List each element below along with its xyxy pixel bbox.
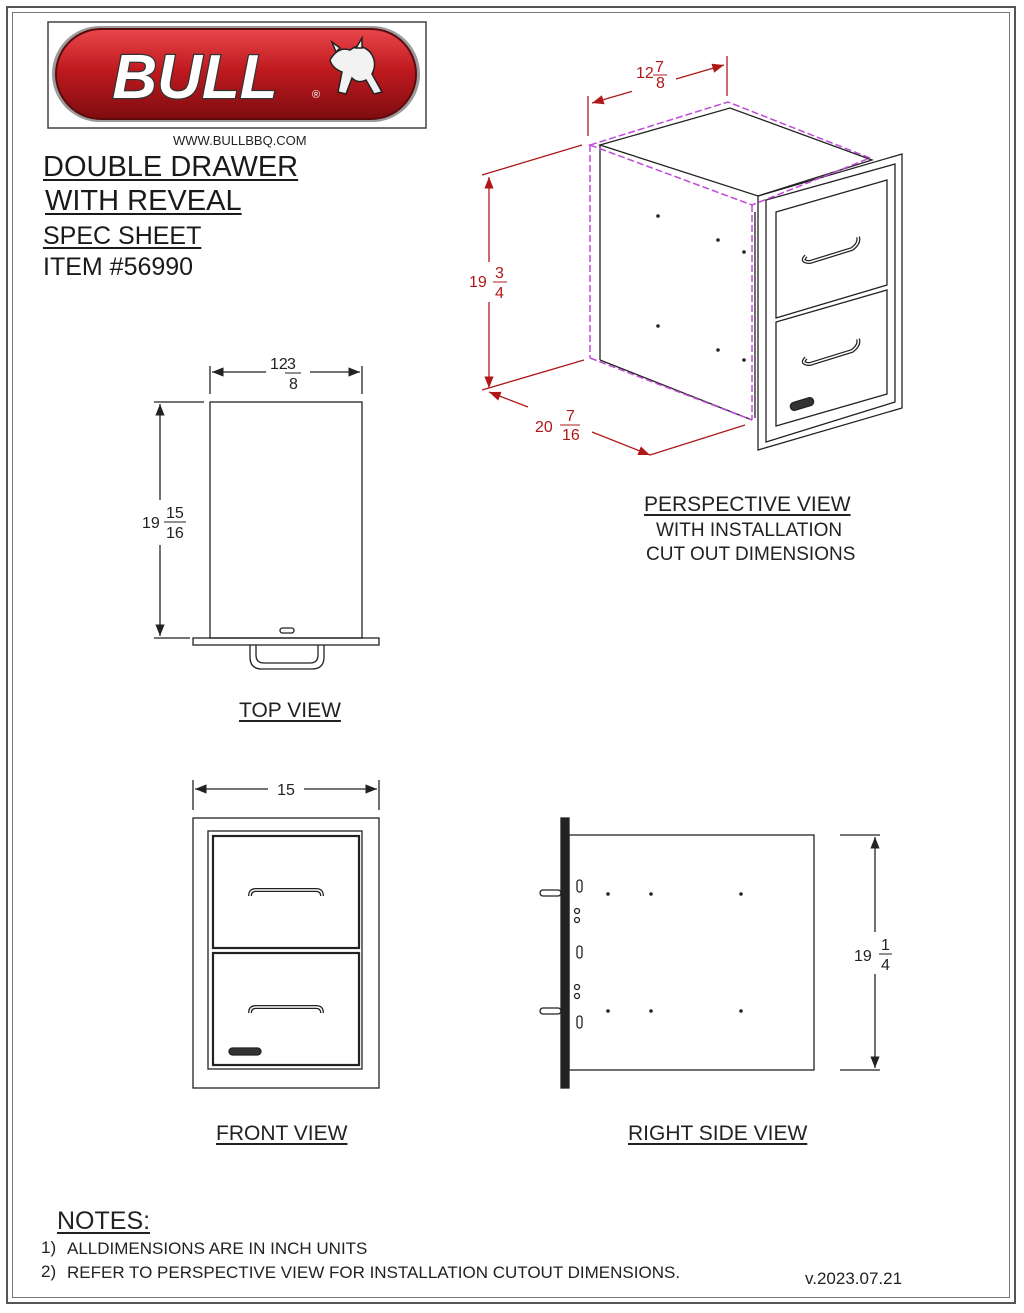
perspective-mount-holes — [656, 214, 746, 362]
notes-heading: NOTES: — [57, 1207, 151, 1235]
front-width-value: 15 — [277, 782, 295, 799]
perspective-view-caption: PERSPECTIVE VIEW — [644, 493, 851, 516]
title-line-2: WITH REVEAL — [45, 185, 242, 217]
perspective-view-subcaption-1: WITH INSTALLATION — [656, 520, 843, 541]
perspective-depth-numerator: 7 — [566, 408, 575, 425]
perspective-depth-whole: 20 — [535, 419, 553, 436]
title-line-1: DOUBLE DRAWER — [43, 151, 299, 183]
right-side-view-caption: RIGHT SIDE VIEW — [628, 1122, 808, 1145]
note-2-number: 2) — [41, 1262, 57, 1281]
title-spec-sheet: SPEC SHEET — [43, 222, 202, 250]
logo-brand-text: BULL — [112, 43, 278, 112]
note-1-number: 1) — [41, 1238, 57, 1257]
top-depth-whole: 19 — [142, 515, 160, 532]
perspective-width-whole: 12 — [636, 65, 654, 82]
perspective-width-denominator: 8 — [656, 75, 665, 92]
front-view-drawing — [193, 780, 379, 1088]
perspective-depth-denominator: 16 — [562, 427, 580, 444]
perspective-height-denominator: 4 — [495, 285, 504, 302]
perspective-view-subcaption-2: CUT OUT DIMENSIONS — [646, 544, 856, 565]
side-height-denominator: 4 — [881, 957, 890, 974]
top-width-denominator: 8 — [289, 376, 298, 393]
note-1-text: ALLDIMENSIONS ARE IN INCH UNITS — [67, 1239, 368, 1258]
top-depth-denominator: 16 — [166, 525, 184, 542]
side-view-mount-holes — [606, 892, 743, 1013]
top-depth-numerator: 15 — [166, 505, 184, 522]
perspective-height-whole: 19 — [469, 274, 487, 291]
perspective-dimensions — [482, 56, 745, 455]
right-side-view-drawing — [540, 818, 880, 1088]
side-height-whole: 19 — [854, 948, 872, 965]
bull-logo — [48, 22, 426, 128]
top-width-numerator: 3 — [287, 356, 296, 373]
front-view-caption: FRONT VIEW — [216, 1122, 348, 1145]
note-2-text: REFER TO PERSPECTIVE VIEW FOR INSTALLATION CUTOUT DIMENSIONS. — [67, 1263, 681, 1282]
top-width-whole: 12 — [270, 356, 288, 373]
item-number: ITEM #56990 — [43, 253, 194, 281]
version-label: v.2023.07.21 — [805, 1269, 903, 1288]
side-height-numerator: 1 — [881, 937, 890, 954]
logo-registered-mark: ® — [312, 89, 321, 101]
website-url: WWW.BULLBBQ.COM — [173, 133, 307, 148]
top-view-caption: TOP VIEW — [239, 699, 341, 722]
perspective-height-numerator: 3 — [495, 265, 504, 282]
perspective-width-numerator: 7 — [655, 59, 664, 76]
perspective-view-drawing — [600, 108, 902, 450]
